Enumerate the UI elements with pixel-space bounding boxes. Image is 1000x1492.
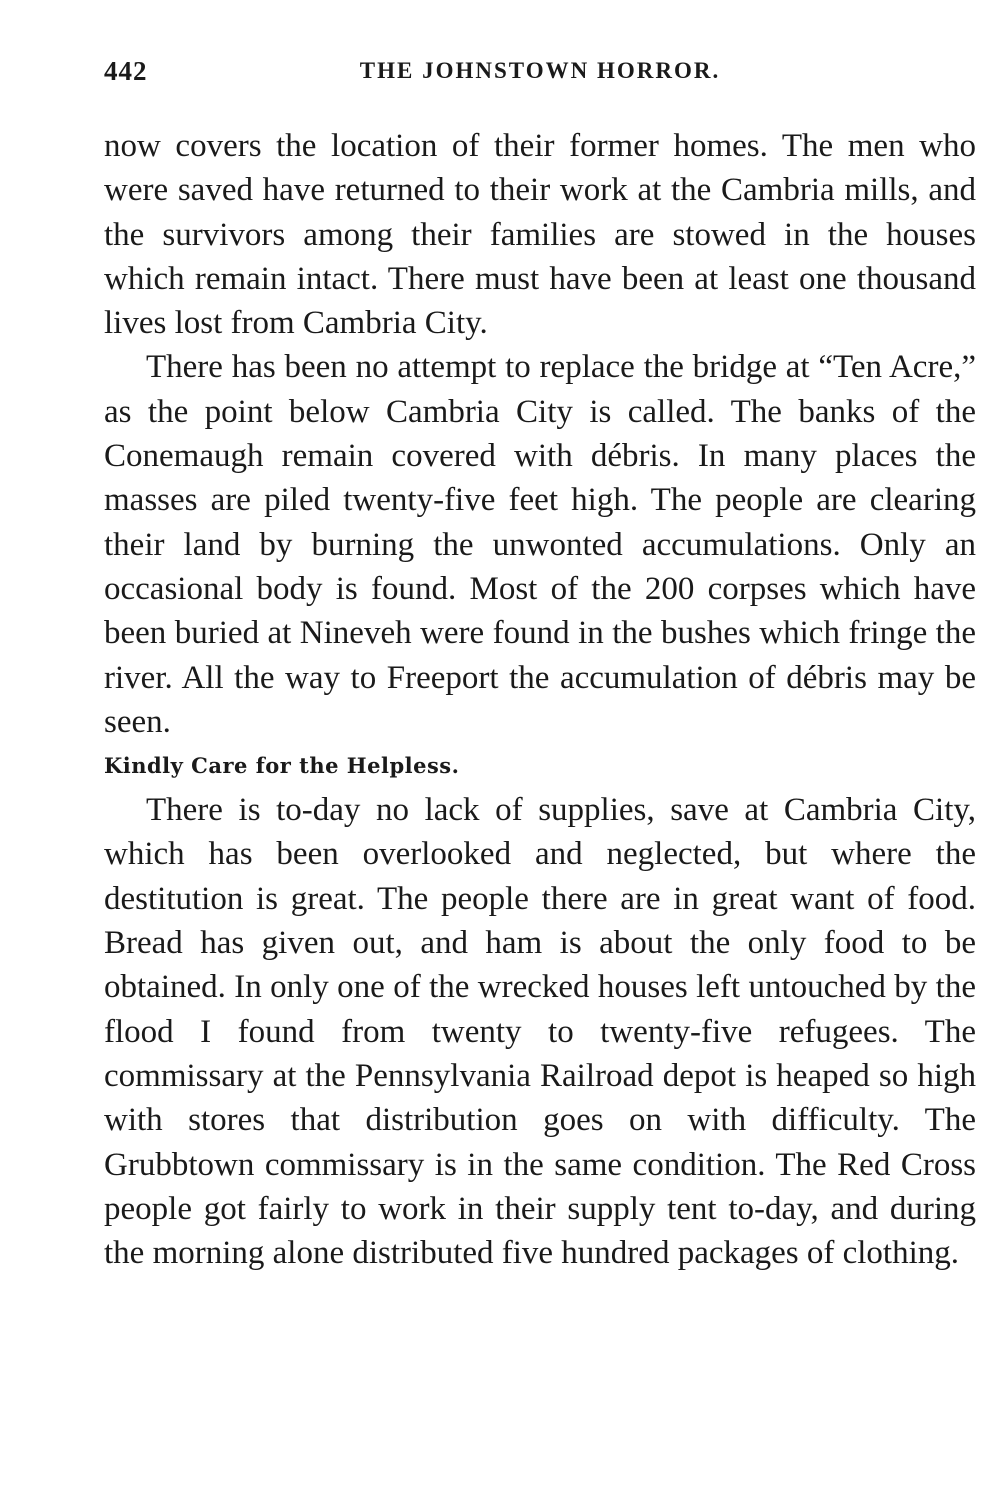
paragraph-continuation: now covers the location of their former homes. The men who were saved have returned to their work at the Cambria mills, and the survivors among their families are stowed in the houses which remain intact. There must have been at least one thousand lives lost from Cambria City. — [104, 128, 976, 342]
paragraph-supplies: There is to-day no lack of supplies, save at Cambria City, which has been overlooked and neglected, but where the destitution is great. The people there are in great want of food. Bread has given out, and ham is about the only food to be obtained. In only one of the wrecked houses left untouched by the flood I found from twenty to twenty-five refugees. The commissary at the Pennsylvania Railroad depot is heaped so high with stores that distribution goes on with difficulty. The Grubbtown commissary is in the same condition. The Red Cross people got fairly to work in their supply tent to-day, and during the morning alone distributed five hundred packages of clothing. — [104, 792, 976, 1272]
body-text — [104, 124, 976, 1275]
page-number: 442 — [104, 56, 148, 86]
running-head: THE JOHNSTOWN HORROR. — [359, 58, 721, 83]
page-header — [104, 56, 976, 96]
section-subheading: Kindly Care for the Helpless. — [104, 753, 460, 779]
paragraph-ten-acre: There has been no attempt to replace the bridge at “Ten Acre,” as the point below Cambria City is called. The banks of the Conemaugh remain covered with débris. In many places the masses are piled twenty-five feet high. The people are clearing their land by burning the unwonted accumulations. Only an occasional body is found. Most of the 200 corpses which have been buried at Nineveh were found in the bushes which fringe the river. All the way to Freeport the accumulation of débris may be seen. — [104, 349, 976, 740]
